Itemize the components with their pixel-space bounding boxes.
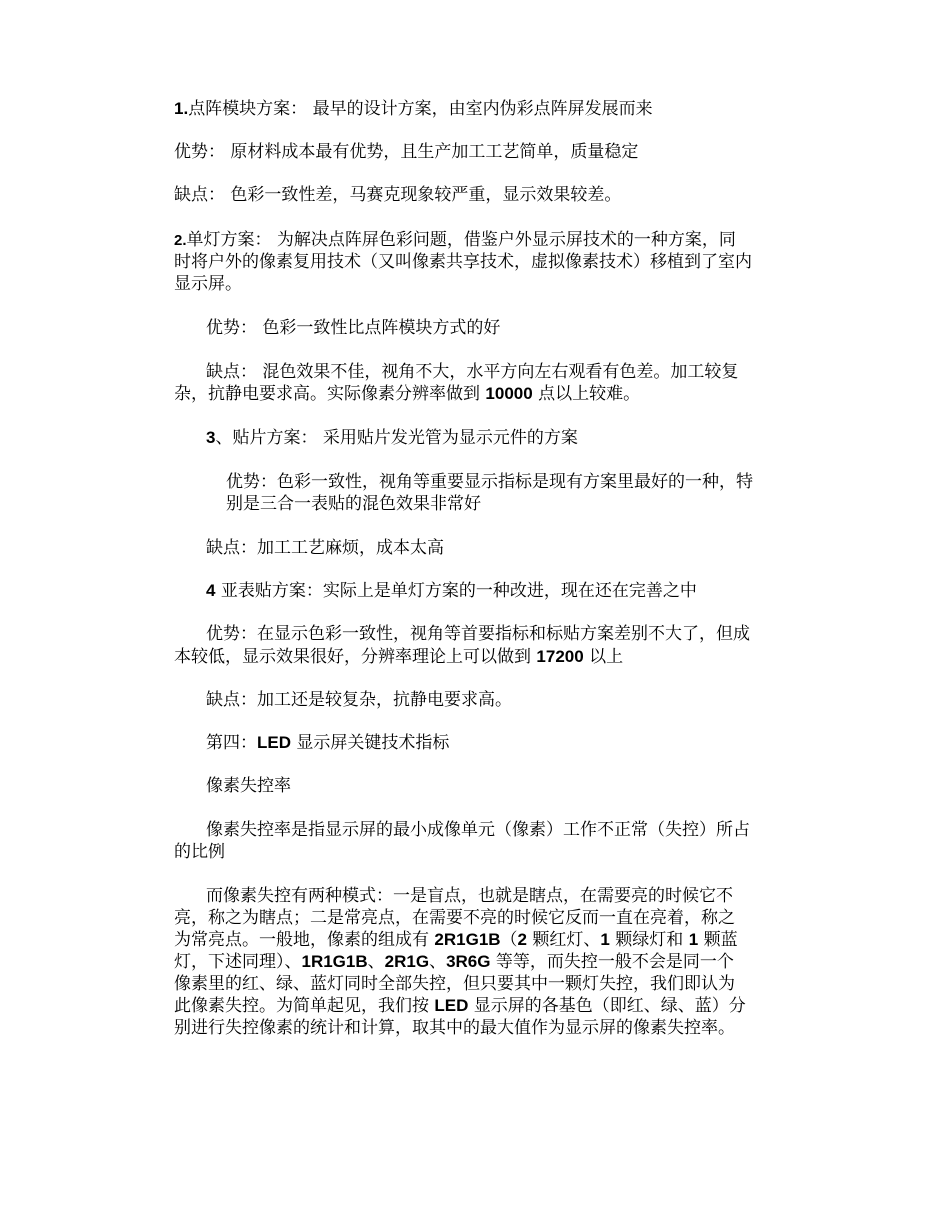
line-text: 缺点：加工工艺麻烦，成本太高 <box>206 538 444 558</box>
line-text: 别进行失控像素的统计和计算，取其中的最大值作为显示屏的像素失控率。 <box>174 1018 735 1038</box>
line-text: 为常亮点。一般地，像素的组成有 <box>174 930 435 950</box>
number-text: 2 <box>517 930 528 949</box>
paragraph-line <box>174 928 738 952</box>
paragraph-line <box>206 688 512 712</box>
paragraph-line <box>174 645 623 669</box>
paragraph-line <box>226 492 481 516</box>
paragraph-line <box>174 906 735 930</box>
list-number: 2. <box>174 232 187 249</box>
term-text: LED <box>434 996 469 1015</box>
line-text: 显示屏关键技术指标 <box>291 733 450 753</box>
term-text: 2R1G1B <box>434 930 501 949</box>
paragraph-line <box>206 731 449 755</box>
line-text: 点以上较难。 <box>532 384 641 404</box>
list-number: 1. <box>174 99 189 118</box>
list-number: 4 <box>206 581 216 600</box>
number-text: 17200 <box>536 647 584 666</box>
line-text: 此像素失控。为简单起见，我们按 <box>174 996 435 1016</box>
term-text: LED <box>257 733 291 752</box>
line-text: 优势：在显示色彩一致性，视角等首要指标和标贴方案差别不大了，但成 <box>206 624 750 644</box>
line-text: 缺点： 混色效果不佳，视角不大，水平方向左右观看有色差。加工较复 <box>206 362 739 382</box>
line-text: 像素失控率 <box>206 776 291 796</box>
line-text: 像素失控率是指显示屏的最小成像单元（像素）工作不正常（失控）所占 <box>206 820 750 840</box>
number-text: 1 <box>688 930 699 949</box>
line-text: 而像素失控有两种模式：一是盲点，也就是瞎点，在需要亮的时候它不 <box>206 886 733 906</box>
paragraph-line <box>206 579 697 603</box>
line-text: 时将户外的像素复用技术（又叫像素共享技术，虚拟像素技术）移植到了室内 <box>174 252 752 272</box>
list-number: 3 <box>206 428 216 447</box>
paragraph-line <box>174 183 621 207</box>
line-text: 显示屏。 <box>174 274 242 294</box>
paragraph-line <box>226 470 753 494</box>
paragraph-line <box>174 140 638 164</box>
term-text: 1R1G1B <box>301 952 368 971</box>
paragraph-line <box>174 382 640 406</box>
line-text: 颗蓝 <box>698 930 738 950</box>
paragraph-line <box>174 1016 735 1040</box>
line-text: 亚表贴方案：实际上是单灯方案的一种改进，现在还在完善之中 <box>215 581 697 601</box>
line-text: 第四： <box>206 733 257 753</box>
paragraph-line <box>174 272 242 296</box>
line-text: 单灯方案： 为解决点阵屏色彩问题，借鉴户外显示屏技术的一种方案，同 <box>186 230 736 250</box>
line-text: 颗红灯、 <box>527 930 601 950</box>
paragraph-line <box>206 360 738 384</box>
line-text: 颗绿灯和 <box>609 930 689 950</box>
line-text: 显示屏的各基色（即红、绿、蓝）分 <box>468 996 746 1016</box>
paragraph-line <box>174 840 225 864</box>
line-text: 别是三合一表贴的混色效果非常好 <box>226 494 481 514</box>
paragraph-line <box>174 994 746 1018</box>
line-text: 缺点： 色彩一致性差，马赛克现象较严重，显示效果较差。 <box>174 185 622 205</box>
line-text: 亮，称之为瞎点；二是常亮点，在需要不亮的时候它反而一直在亮着，称之 <box>174 908 735 928</box>
paragraph-line <box>206 774 291 798</box>
term-text: 2R1G <box>384 952 430 971</box>
line-text: 的比例 <box>174 842 225 862</box>
paragraph-line <box>174 972 735 996</box>
paragraph-line <box>206 536 444 560</box>
paragraph-line <box>206 884 733 908</box>
paragraph-line <box>174 250 752 274</box>
line-text: 优势： 原材料成本最有优势，且生产加工工艺简单，质量稳定 <box>174 142 639 162</box>
line-text: （ <box>500 930 518 950</box>
paragraph-line <box>174 97 653 121</box>
paragraph-line <box>206 316 500 340</box>
number-text: 1 <box>600 930 610 949</box>
line-text: 像素里的红、绿、蓝灯同时全部失控，但只要其中一颗灯失控，我们即认为 <box>174 974 735 994</box>
line-text: 优势： 色彩一致性比点阵模块方式的好 <box>206 318 501 338</box>
paragraph-line <box>206 622 750 646</box>
paragraph-line <box>206 426 578 450</box>
line-text: 、 <box>367 952 385 972</box>
number-text: 10000 <box>485 384 533 403</box>
paragraph-line <box>174 950 734 974</box>
line-text: 灯，下述同理）、 <box>174 952 302 972</box>
line-text: 、 <box>429 952 447 972</box>
line-text: 、贴片方案： 采用贴片发光管为显示元件的方案 <box>215 428 578 448</box>
line-text: 以上 <box>583 647 624 667</box>
line-text: 杂，抗静电要求高。实际像素分辨率做到 <box>174 384 486 404</box>
line-text: 本较低，显示效果很好，分辨率理论上可以做到 <box>174 647 537 667</box>
line-text: 缺点：加工还是较复杂，抗静电要求高。 <box>206 690 512 710</box>
line-text: 等等，而失控一般不会是同一个 <box>490 952 734 972</box>
paragraph-line <box>206 818 750 842</box>
line-text: 优势：色彩一致性，视角等重要显示指标是现有方案里最好的一种，特 <box>226 472 753 492</box>
line-text: 点阵模块方案： 最早的设计方案，由室内伪彩点阵屏发展而来 <box>188 99 653 119</box>
term-text: 3R6G <box>446 952 491 971</box>
